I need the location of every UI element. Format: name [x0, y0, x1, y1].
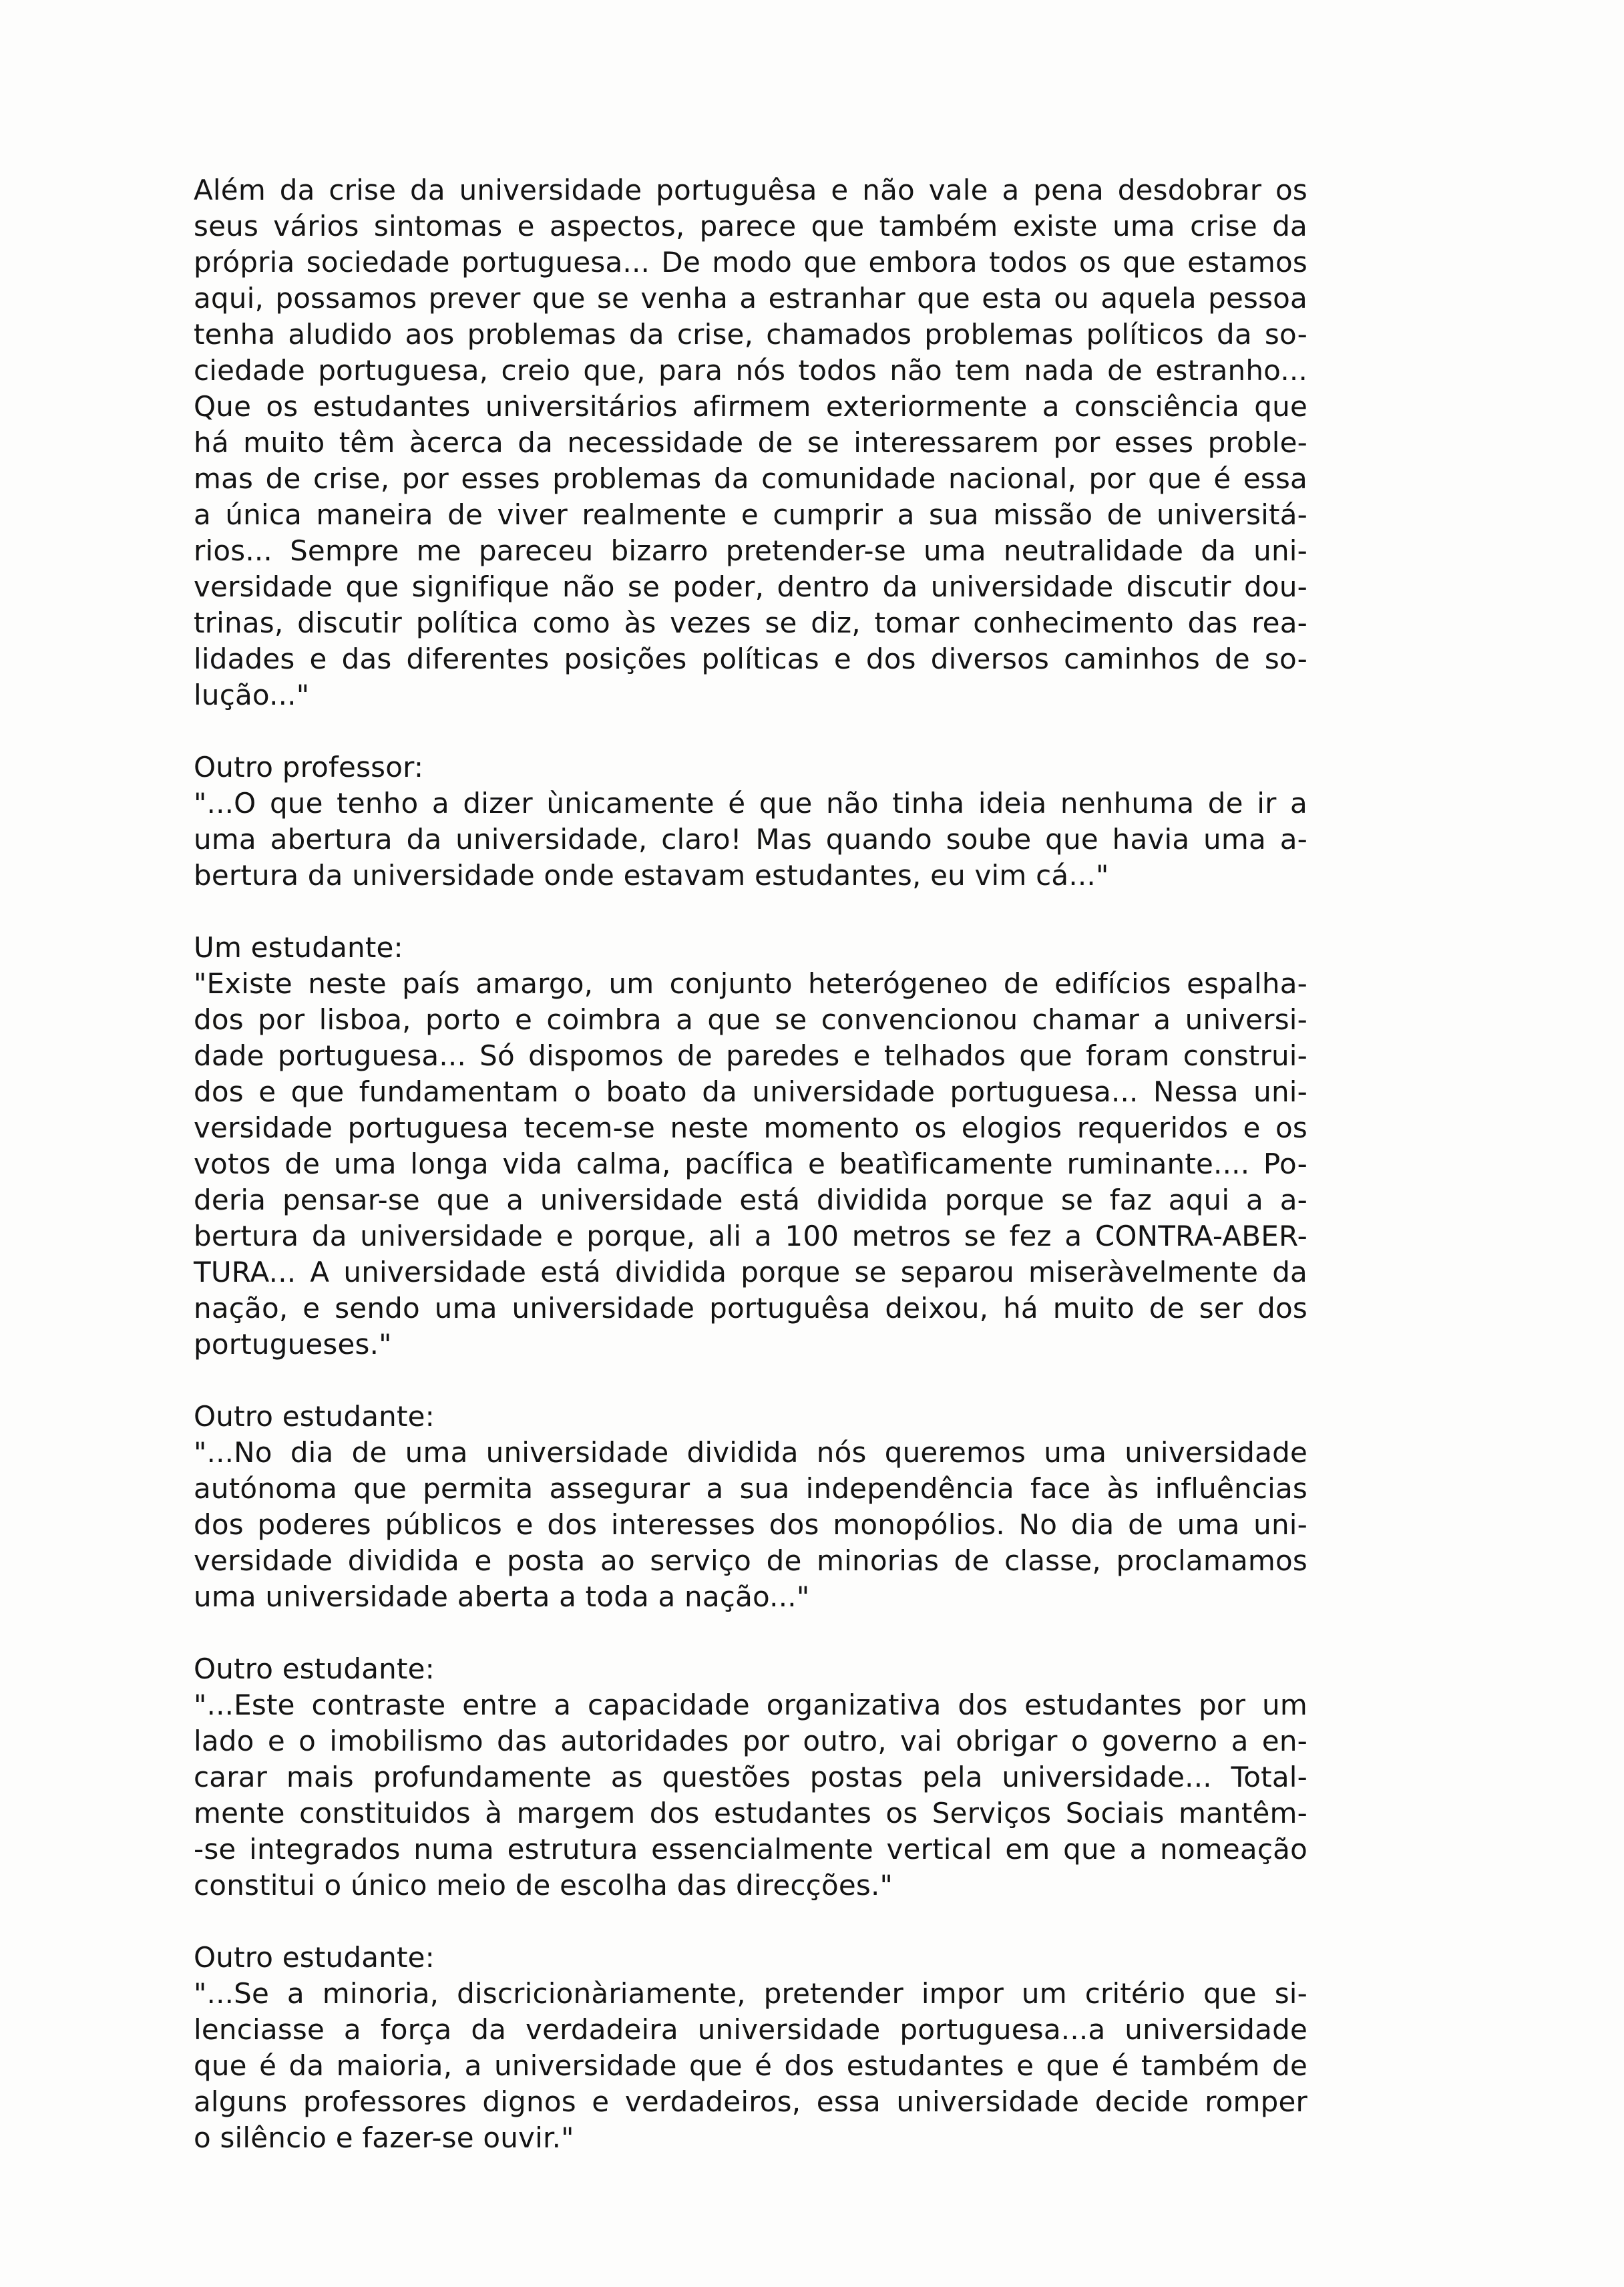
section-outro-estudante-3 [194, 1940, 1307, 2156]
text-line: trinas, discutir política como às vezes se diz, tomar conhecimento das rea- [194, 606, 1307, 639]
text-line: portugueses." [194, 1328, 392, 1361]
text-line: há muito têm àcerca da necessidade de se interessarem por esses proble- [194, 426, 1307, 459]
text-line: ciedade portuguesa, creio que, para nós todos não tem nada de estranho... [194, 354, 1307, 387]
section-outro-estudante-2 [194, 1651, 1307, 1904]
speaker-heading: Outro estudante: [194, 1400, 435, 1433]
text-line: aqui, possamos prever que se venha a estranhar que esta ou aquela pessoa [194, 282, 1307, 315]
text-line: seus vários sintomas e aspectos, parece que também existe uma crise da [194, 210, 1307, 242]
text-line: bertura da universidade onde estavam estudantes, eu vim cá..." [194, 859, 1109, 892]
text-line: -se integrados numa estrutura essencialmente vertical em que a nomeação [194, 1833, 1307, 1866]
text-line: dade portuguesa... Só dispomos de paredes e telhados que foram construi- [194, 1039, 1307, 1072]
text-line: lução..." [194, 679, 310, 711]
text-line: o silêncio e fazer-se ouvir." [194, 2121, 574, 2154]
speaker-heading: Outro estudante: [194, 1941, 435, 1974]
text-line: dos por lisboa, porto e coimbra a que se convencionou chamar a universi- [194, 1003, 1307, 1036]
text-line: tenha aludido aos problemas da crise, chamados problemas políticos da so- [194, 318, 1307, 351]
text-line: "...Este contraste entre a capacidade organizativa dos estudantes por um [194, 1689, 1307, 1721]
text-line: "...O que tenho a dizer ùnicamente é que não tinha ideia nenhuma de ir a [194, 787, 1307, 820]
text-line: uma universidade aberta a toda a nação..." [194, 1580, 810, 1613]
section-outro-estudante-1 [194, 1399, 1307, 1615]
text-line: que é da maioria, a universidade que é dos estudantes e que é também de [194, 2049, 1307, 2082]
text-line: a única maneira de viver realmente e cumprir a sua missão de universitá- [194, 498, 1307, 531]
text-line: constitui o único meio de escolha das direcções." [194, 1869, 893, 1902]
text-line: uma abertura da universidade, claro! Mas quando soube que havia uma a- [194, 823, 1307, 856]
text-line: autónoma que permita assegurar a sua independência face às influências [194, 1472, 1307, 1505]
text-line: deria pensar-se que a universidade está dividida porque se faz aqui a a- [194, 1184, 1307, 1216]
text-line: versidade portuguesa tecem-se neste momento os elogios requeridos e os [194, 1111, 1307, 1144]
text-line: versidade que signifique não se poder, dentro da universidade discutir dou- [194, 570, 1307, 603]
section-opening-quote [194, 172, 1307, 713]
text-line: lado e o imobilismo das autoridades por outro, vai obrigar o governo a en- [194, 1725, 1307, 1757]
text-line: rios... Sempre me pareceu bizarro pretender-se uma neutralidade da uni- [194, 534, 1307, 567]
section-outro-professor [194, 749, 1307, 894]
text-line: Que os estudantes universitários afirmem exteriormente a consciência que [194, 390, 1307, 423]
speaker-heading: Outro estudante: [194, 1652, 435, 1685]
text-line: bertura da universidade e porque, ali a 100 metros se fez a CONTRA-ABER- [194, 1220, 1307, 1252]
text-line: própria sociedade portuguesa... De modo que embora todos os que estamos [194, 246, 1307, 279]
text-line: "...Se a minoria, discricionàriamente, pretender impor um critério que si- [194, 1977, 1307, 2010]
text-line: nação, e sendo uma universidade portuguêsa deixou, há muito de ser dos [194, 1292, 1307, 1325]
text-line: TURA... A universidade está dividida porque se separou miseràvelmente da [194, 1256, 1307, 1288]
document-body [194, 172, 1307, 2192]
speaker-heading: Um estudante: [194, 931, 403, 964]
speaker-heading: Outro professor: [194, 751, 424, 783]
text-line: lenciasse a força da verdadeira universidade portuguesa...a universidade [194, 2013, 1307, 2046]
text-line: carar mais profundamente as questões postas pela universidade... Total- [194, 1761, 1307, 1793]
text-line: alguns professores dignos e verdadeiros, essa universidade decide romper [194, 2085, 1307, 2118]
text-line: dos e que fundamentam o boato da universidade portuguesa... Nessa uni- [194, 1075, 1307, 1108]
text-line: lidades e das diferentes posições políticas e dos diversos caminhos de so- [194, 643, 1307, 675]
text-line: "...No dia de uma universidade dividida nós queremos uma universidade [194, 1436, 1307, 1469]
text-line: dos poderes públicos e dos interesses dos monopólios. No dia de uma uni- [194, 1508, 1307, 1541]
text-line: "Existe neste país amargo, um conjunto heterógeneo de edifícios espalha- [194, 967, 1307, 1000]
text-line: versidade dividida e posta ao serviço de minorias de classe, proclamamos [194, 1544, 1307, 1577]
text-line: Além da crise da universidade portuguêsa e não vale a pena desdobrar os [194, 174, 1307, 206]
section-um-estudante [194, 930, 1307, 1363]
text-line: mas de crise, por esses problemas da comunidade nacional, por que é essa [194, 462, 1307, 495]
text-line: votos de uma longa vida calma, pacífica e beatìficamente ruminante.... Po- [194, 1148, 1307, 1180]
text-line: mente constituidos à margem dos estudantes os Serviços Sociais mantêm- [194, 1797, 1307, 1829]
